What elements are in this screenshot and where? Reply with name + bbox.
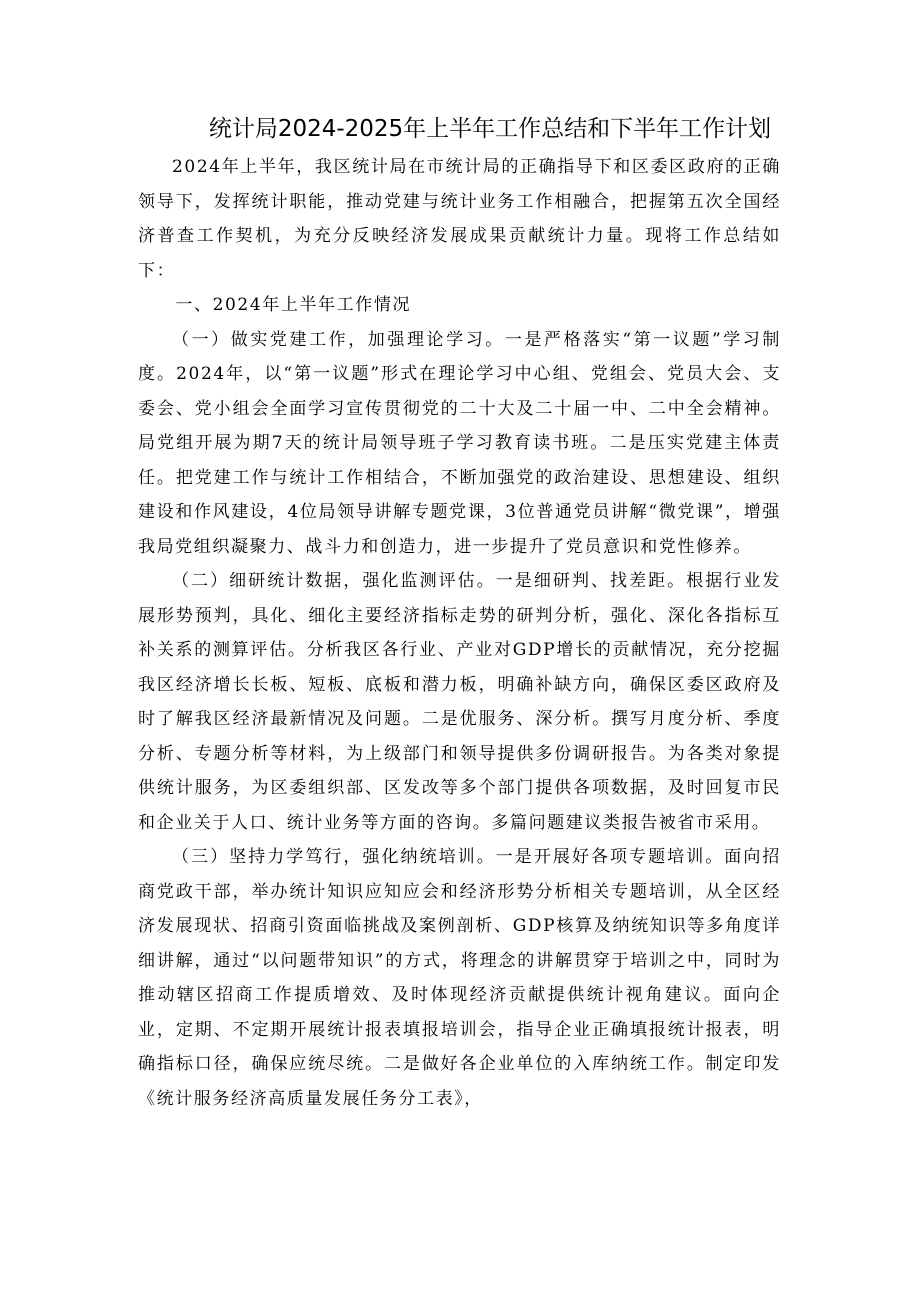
document-body bbox=[138, 150, 781, 1116]
body-paragraph-training: （三）坚持力学笃行，强化纳统培训。一是开展好各项专题培训。面向招商党政干部，举办统计知识应知应会和经济形势分析相关专题培训，从全区经济发展现状、招商引资面临挑战及案例剖析、GDP核算及纳统知识等多角度详细讲解，通过“以问题带知识”的方式，将理念的讲解贯穿于培训之中，同时为推动辖区招商工作提质增效、及时体现经济贡献提供统计视角建议。面向企业，定期、不定期开展统计报表填报培训会，指导企业正确填报统计报表，明确指标口径，确保应统尽统。二是做好各企业单位的入库纳统工作。制定印发《统计服务经济高质量发展任务分工表》， bbox=[138, 847, 781, 1109]
body-paragraph-statistics-data: （二）细研统计数据，强化监测评估。一是细研判、找差距。根据行业发展形势预判，具化、细化主要经济指标走势的研判分析，强化、深化各指标互补关系的测算评估。分析我区各行业、产业对GDP增长的贡献情况，充分挖掘我区经济增长长板、短板、底板和潜力板，明确补缺方向，确保区委区政府及时了解我区经济最新情况及问题。二是优服务、深分析。撰写月度分析、季度分析、专题分析等材料，为上级部门和领导提供多份调研报告。为各类对象提供统计服务，为区委组织部、区发改等多个部门提供各项数据，及时回复市民和企业关于人口、统计业务等方面的咨询。多篇问题建议类报告被省市采用。 bbox=[138, 571, 781, 833]
body-paragraph-party-building: （一）做实党建工作，加强理论学习。一是严格落实“第一议题”学习制度。2024年，以“第一议题”形式在理论学习中心组、党组会、党员大会、支委会、党小组会全面学习宣传贯彻党的二十大及二十届一中、二中全会精神。局党组开展为期7天的统计局领导班子学习教育读书班。二是压实党建主体责任。把党建工作与统计工作相结合，不断加强党的政治建设、思想建设、组织建设和作风建设，4位局领导讲解专题党课，3位普通党员讲解“微党课”，增强我局党组织凝聚力、战斗力和创造力，进一步提升了党员意识和党性修养。 bbox=[138, 329, 781, 557]
document-title: 统计局2024-2025年上半年工作总结和下半年工作计划 bbox=[208, 116, 772, 142]
intro-paragraph: 2024年上半年，我区统计局在市统计局的正确指导下和区委区政府的正确领导下，发挥统计职能，推动党建与统计业务工作相融合，把握第五次全国经济普查工作契机，为充分反映经济发展成果贡献统计力量。现将工作总结如下： bbox=[138, 157, 781, 281]
section-heading: 一、2024年上半年工作情况 bbox=[175, 295, 412, 315]
